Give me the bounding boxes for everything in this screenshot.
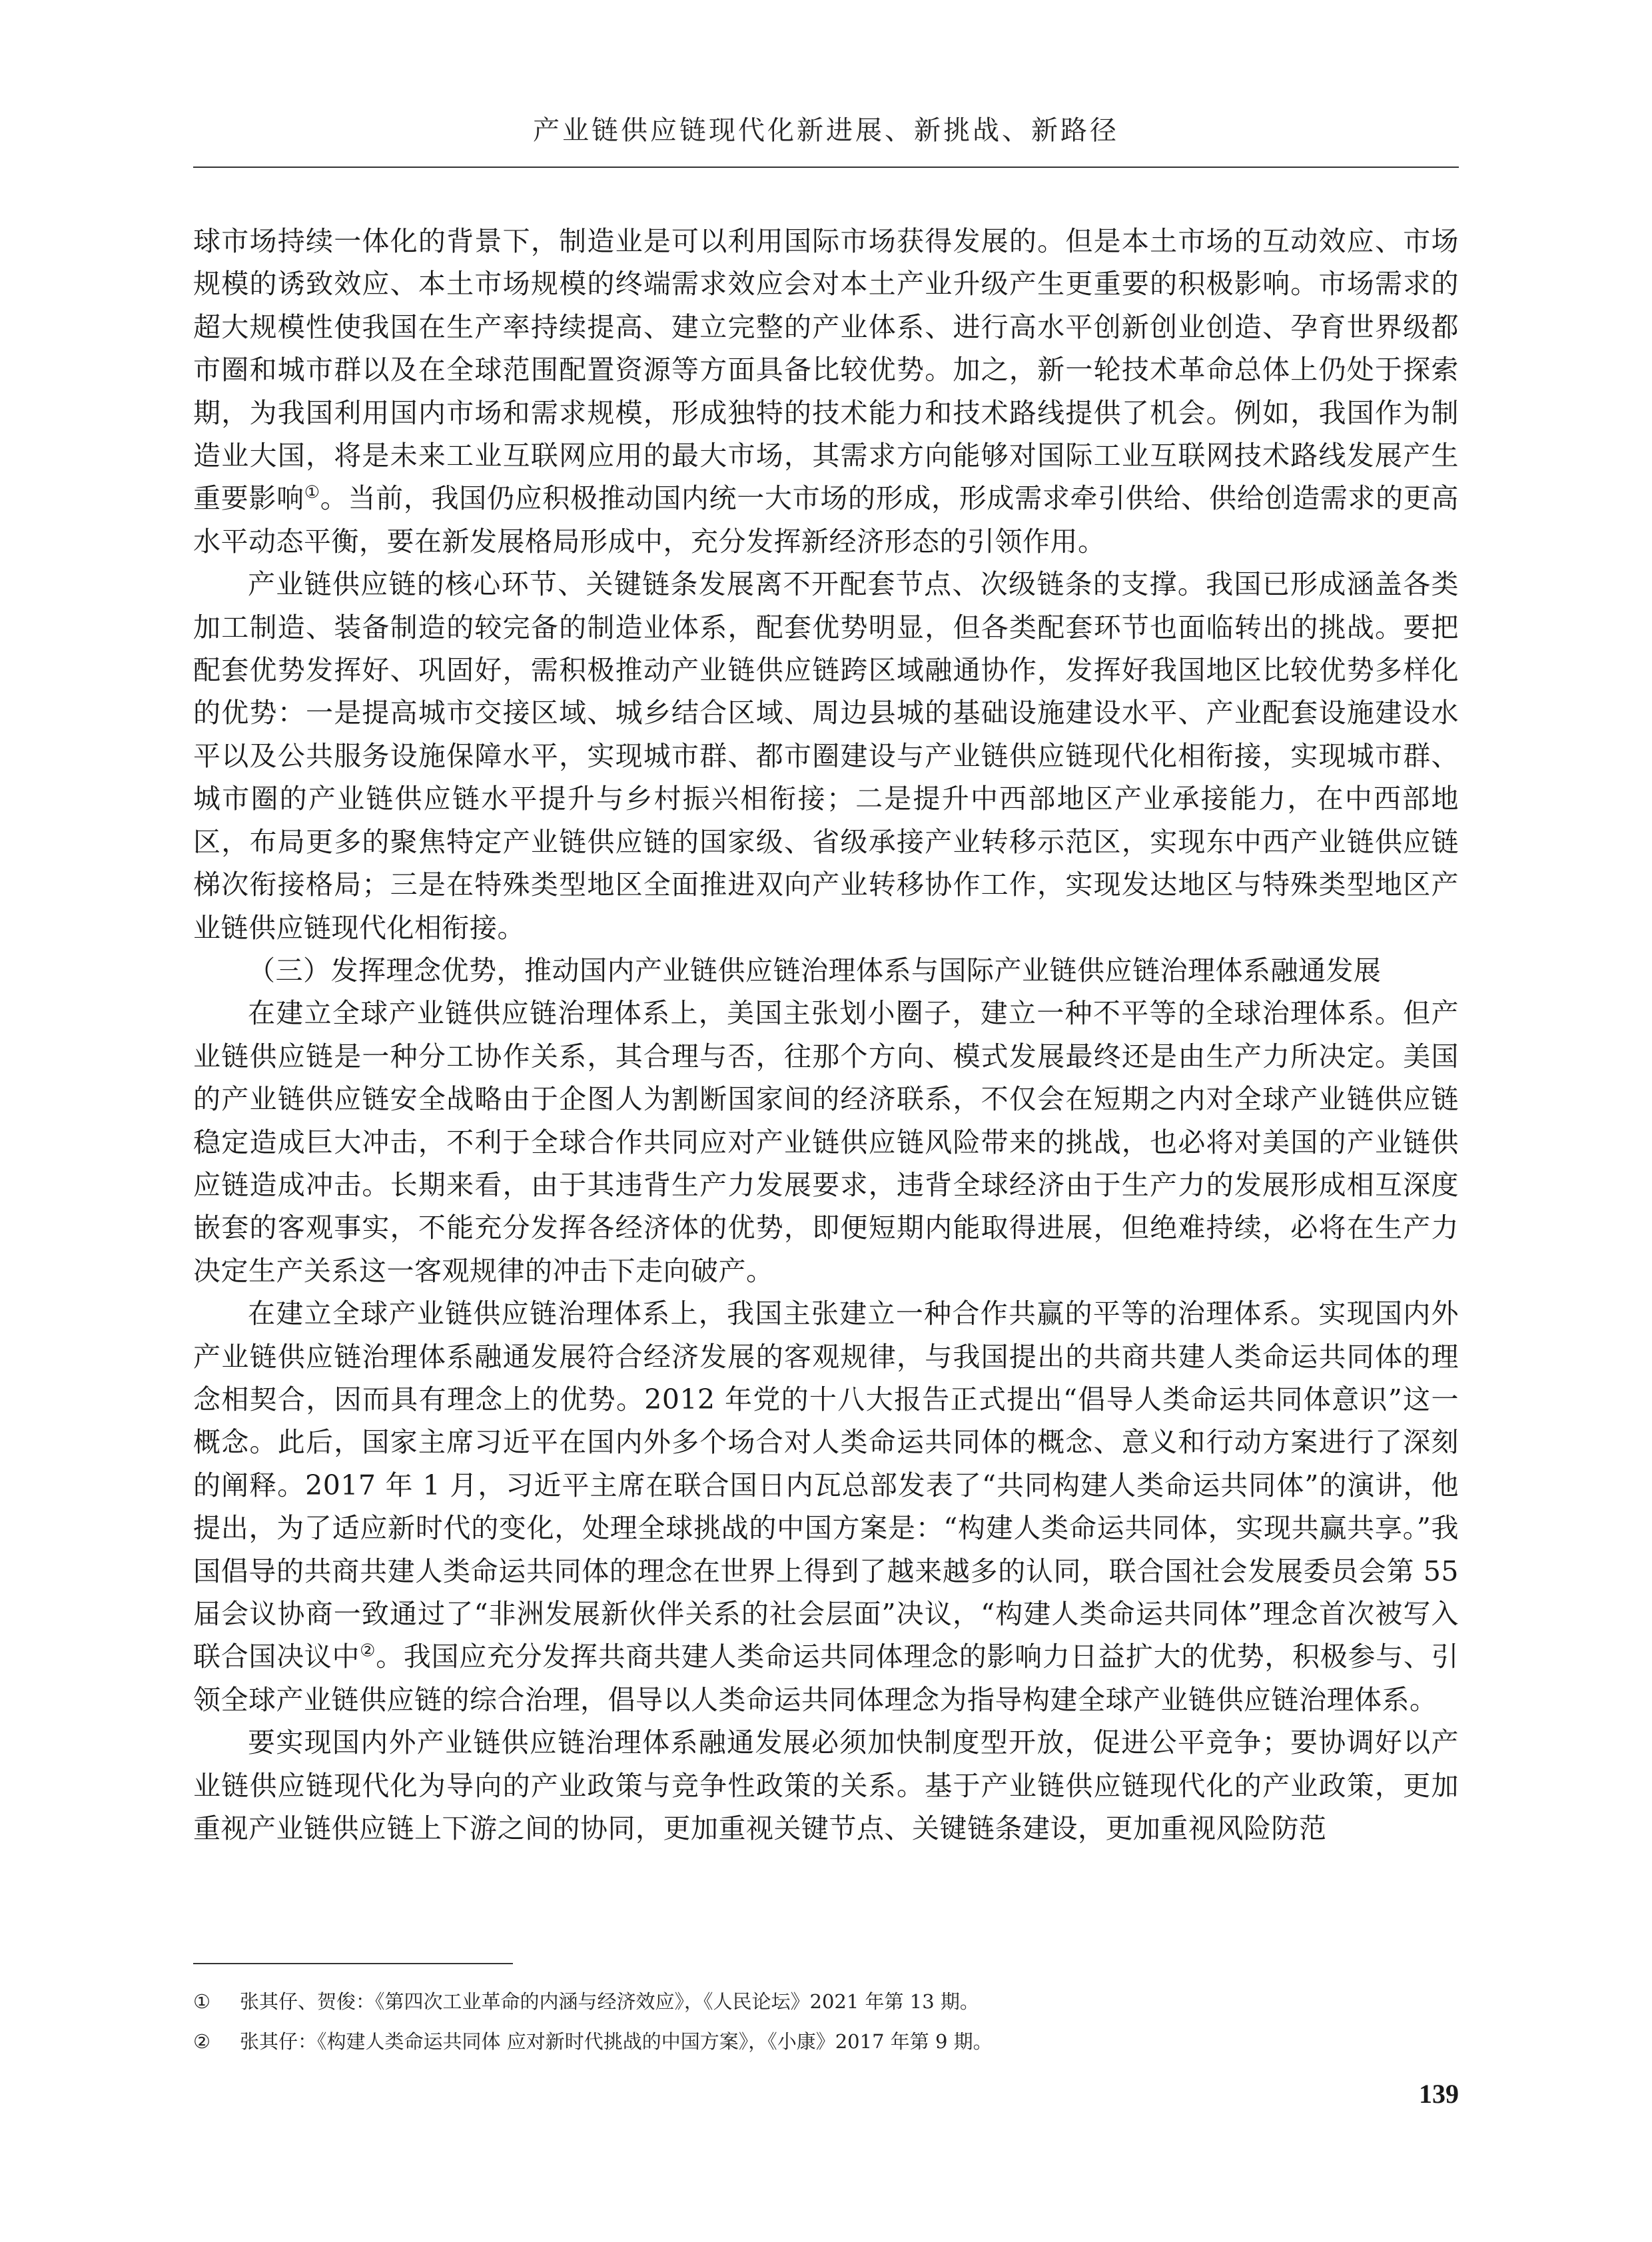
paragraph: 产业链供应链的核心环节、关键链条发展离不开配套节点、次级链条的支撑。我国已形成涵盖各类加工制造、装备制造的较完备的制造业体系，配套优势明显，但各类配套环节也面临转出的挑战。要把配套优势发挥好、巩固好，需积极推动产业链供应链跨区域融通协作，发挥好我国地区比较优势多样化的优势：一是提高城市交接区域、城乡结合区域、周边县城的基础设施建设水平、产业配套设施建设水平以及公共服务设施保障水平，实现城市群、都市圈建设与产业链供应链现代化相衔接，实现城市群、城市圈的产业链供应链水平提升与乡村振兴相衔接；二是提升中西部地区产业承接能力，在中西部地区，布局更多的聚焦特定产业链供应链的国家级、省级承接产业转移示范区，实现东中西产业链供应链梯次衔接格局；三是在特殊类型地区全面推进双向产业转移协作工作，实现发达地区与特殊类型地区产业链供应链现代化相衔接。: [193, 568, 1459, 944]
paragraph-text: 球市场持续一体化的背景下，制造业是可以利用国际市场获得发展的。但是本土市场的互动效应、市场规模的诱致效应、本土市场规模的终端需求效应会对本土产业升级产生更重要的积极影响。市场需求的超大规模性使我国在生产率持续提高、建立完整的产业体系、进行高水平创新创业创造、孕育世界级都市圈和城市群以及在全球范围配置资源等方面具备比较优势。加之，新一轮技术革命总体上仍处于探索期，为我国利用国内市场和需求规模，形成独特的技术能力和技术路线提供了机会。例如，我国作为制造业大国，将是未来工业互联网应用的最大市场，其需求方向能够对国际工业互联网技术路线发展产生重要影响: [193, 225, 1459, 515]
footnote-text: 张其仔、贺俊：《第四次工业革命的内涵与经济效应》，《人民论坛》2021 年第 13 期。: [240, 1990, 979, 2013]
running-header: 产业链供应链现代化新进展、新挑战、新路径: [533, 115, 1119, 146]
page-number: 139: [1419, 2079, 1459, 2109]
paragraph: 要实现国内外产业链供应链治理体系融通发展必须加快制度型开放，促进公平竞争；要协调好以产业链供应链现代化为导向的产业政策与竞争性政策的关系。基于产业链供应链现代化的产业政策，更加重视产业链供应链上下游之间的协同，更加重视关键节点、关键链条建设，更加重视风险防范: [193, 1726, 1459, 1845]
paragraph: [193, 1292, 1459, 1721]
footnote-ref-2[interactable]: ②: [360, 1641, 376, 1661]
paragraph-text: 在建立全球产业链供应链治理体系上，我国主张建立一种合作共赢的平等的治理体系。实现国内外产业链供应链治理体系融通发展符合经济发展的客观规律，与我国提出的共商共建人类命运共同体的理念相契合，因而具有理念上的优势。2012 年党的十八大报告正式提出“倡导人类命运共同体意识”这一概念。此后，国家主席习近平在国内外多个场合对人类命运共同体的概念、意义和行动方案进行了深刻的阐释。2017 年 1 月，习近平主席在联合国日内瓦总部发表了“共同构建人类命运共同体”的演讲，他提出，为了适应新时代的变化，处理全球挑战的中国方案是：“构建人类命运共同体，实现共赢共享。”我国倡导的共商共建人类命运共同体的理念在世界上得到了越来越多的认同，联合国社会发展委员会第 55 届会议协商一致通过了“非洲发展新伙伴关系的社会层面”决议，“构建人类命运共同体”理念首次被写入联合国决议中: [193, 1298, 1459, 1673]
footnote-text: 张其仔：《构建人类命运共同体 应对新时代挑战的中国方案》，《小康》2017 年第 9 期。: [240, 2030, 993, 2053]
section-heading: （三）发挥理念优势，推动国内产业链供应链治理体系与国际产业链供应链治理体系融通发展: [248, 954, 1382, 986]
paragraph: 在建立全球产业链供应链治理体系上，美国主张划小圈子，建立一种不平等的全球治理体系。但产业链供应链是一种分工协作关系，其合理与否，往那个方向、模式发展最终还是由生产力所决定。美国的产业链供应链安全战略由于企图人为割断国家间的经济联系，不仅会在短期之内对全球产业链供应链稳定造成巨大冲击，不利于全球合作共同应对产业链供应链风险带来的挑战，也必将对美国的产业链供应链造成冲击。长期来看，由于其违背生产力发展要求，违背全球经济由于生产力的发展形成相互深度嵌套的客观事实，不能充分发挥各经济体的优势，即便短期内能取得进展，但绝难持续，必将在生产力决定生产关系这一客观规律的冲击下走向破产。: [193, 997, 1459, 1287]
paragraph-text: 。我国应充分发挥共商共建人类命运共同体理念的影响力日益扩大的优势，积极参与、引领全球产业链供应链的综合治理，倡导以人类命运共同体理念为指导构建全球产业链供应链治理体系。: [193, 1641, 1459, 1716]
header-divider: [193, 167, 1459, 168]
footnote: [193, 1982, 1459, 2022]
paragraph-text: 。当前，我国仍应积极推动国内统一大市场的形成，形成需求牵引供给、供给创造需求的更高水平动态平衡，要在新发展格局形成中，充分发挥新经济形态的引领作用。: [193, 482, 1459, 558]
footnote-mark: ①: [193, 1990, 210, 2013]
footnote-ref-1[interactable]: ①: [304, 482, 320, 503]
paragraph: [193, 220, 1459, 563]
body-text: [193, 220, 1459, 1850]
footnote: [193, 2022, 1459, 2061]
footnote-divider: [193, 1963, 513, 1964]
footnote-mark: ②: [193, 2030, 210, 2053]
footnotes: [193, 1982, 1459, 2061]
